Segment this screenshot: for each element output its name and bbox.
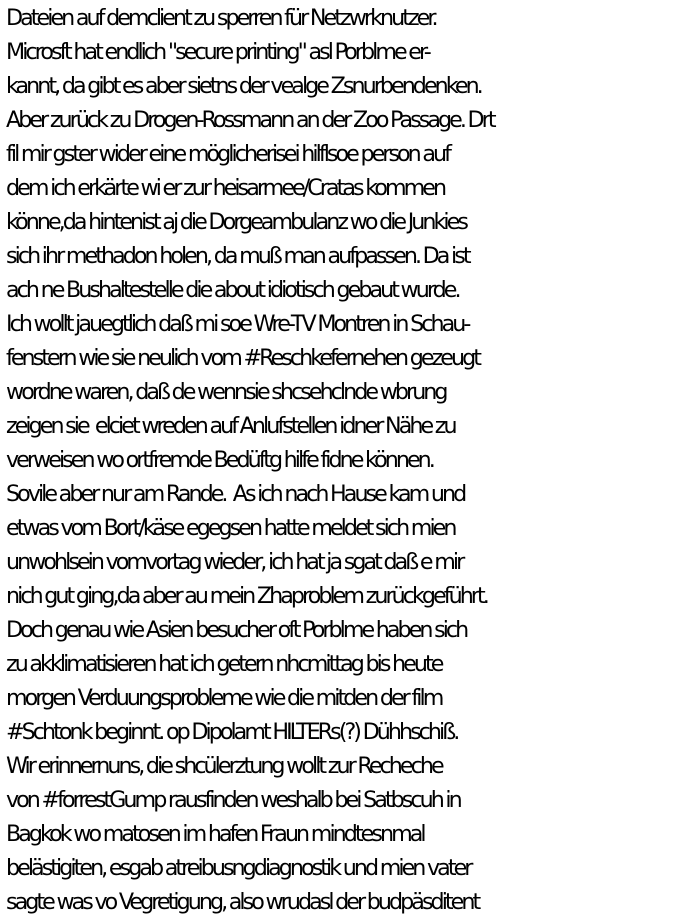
text-line: sich ihr methadon holen, da muß man aufpassen. Da ist — [6, 243, 469, 269]
text-line: fil mir gster wider eine möglicherisei hilflsoe person auf — [6, 141, 450, 167]
text-line: könne,da hintenist aj die Dorgeambulanz wo die Junkies — [6, 209, 466, 235]
text-line: von #forrestGump rausfinden weshalb bei Satbscuh in — [6, 787, 460, 813]
text-line: morgen Verduungsprobleme wie die mitden der film — [6, 685, 442, 711]
text-line: Dateien auf demclient zu sperren für Netzwrknutzer. — [6, 5, 436, 31]
text-line: nich gut ging,da aber au mein Zhaproblem zurückgeführt. — [6, 583, 487, 609]
text-line: sagte was vo Vegretigung, also wrudasl der budpäsditent — [6, 889, 479, 915]
text-line: unwohlsein vomvortag wieder, ich hat ja sgat daß e mir — [6, 549, 463, 575]
text-line: fenstern wie sie neulich vom #Reschkefernehen gezeugt — [6, 345, 479, 371]
text-line: dem ich erkärte wi er zur heisarmee/Cratas kommen — [6, 175, 445, 201]
text-line: zu akklimatisieren hat ich getern nhcmittag bis heute — [6, 651, 442, 677]
text-line: Wir erinnernuns, die shcülerztung wollt zur Recheche — [6, 753, 442, 779]
text-line: etwas vom Bort/käse egegsen hatte meldet sich mien — [6, 515, 455, 541]
text-line: verweisen wo ortfremde Bedüftg hilfe fidne können. — [6, 447, 433, 473]
text-line: Sovile aber nur am Rande. As ich nach Hause kam und — [6, 481, 465, 507]
text-line: Microsft hat endlich "secure printing" asl Porblme er- — [6, 39, 429, 65]
text-line: kannt, da gibt es aber sietns der vealge Zsnurbendenken. — [6, 73, 481, 99]
text-line: belästigiten, esgab atreibusngdiagnostik und mien vater — [6, 855, 471, 881]
text-line: zeigen sie elciet wreden auf Anlufstellen idner Nähe zu — [6, 413, 455, 439]
text-line: Aber zurück zu Drogen-Rossmann an der Zoo Passage. Drt — [6, 107, 494, 133]
text-line: ach ne Bushaltestelle die about idiotisch gebaut wurde. — [6, 277, 459, 303]
text-line: wordne waren, daß de wennsie shcsehclnde wbrung — [6, 379, 446, 405]
body-text — [6, 1, 684, 919]
text-line: #Schtonk beginnt. op Dipolamt HILTERs(?) Dühhschiß. — [6, 719, 458, 745]
text-line: Doch genau wie Asien besucher oft Porblme haben sich — [6, 617, 467, 643]
text-line: Bagkok wo matosen im hafen Fraun mindtesnmal — [6, 821, 424, 847]
text-line: Ich wollt jauegtlich daß mi soe Wre-TV Montren in Schau- — [6, 311, 469, 337]
